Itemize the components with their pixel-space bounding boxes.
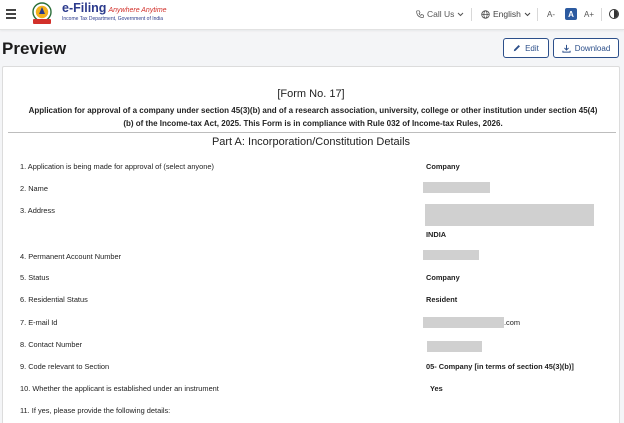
question-11: 11. If yes, please provide the following details: <box>20 406 171 415</box>
answer-5: Company <box>426 273 460 282</box>
pencil-icon <box>513 44 521 52</box>
answer-10: Yes <box>430 384 443 393</box>
answer-7-domain: .com <box>504 318 521 327</box>
question-8: 8. Contact Number <box>20 340 83 349</box>
question-1: 1. Application is being made for approval of (select anyone) <box>20 162 214 171</box>
redacted-address <box>425 204 594 226</box>
download-button[interactable] <box>553 38 619 58</box>
redacted-pan <box>423 250 479 260</box>
answer-3-country: INDIA <box>426 230 447 239</box>
redacted-name <box>423 182 490 193</box>
edit-button[interactable] <box>503 38 549 58</box>
question-9: 9. Code relevant to Section <box>20 362 110 371</box>
globe-icon <box>481 10 490 19</box>
divider <box>537 8 538 21</box>
form-description-line-1: Application for approval of a company under section 45(3)(b) and of a research association, university, college or other institution under section 45(4) <box>28 106 598 115</box>
divider <box>601 8 602 21</box>
edit-label: Edit <box>525 43 539 53</box>
top-navbar <box>0 0 624 30</box>
answer-1: Company <box>426 162 460 171</box>
question-3: 3. Address <box>20 206 55 215</box>
section-divider <box>8 132 616 133</box>
divider <box>471 8 472 21</box>
download-icon <box>562 44 571 53</box>
download-label: Download <box>574 43 611 53</box>
question-2: 2. Name <box>20 184 48 193</box>
phone-icon <box>416 10 424 18</box>
form-description <box>14 104 612 130</box>
language-label: English <box>493 9 521 19</box>
language-selector[interactable] <box>481 9 531 19</box>
redacted-contact-number <box>427 341 482 352</box>
question-6: 6. Residential Status <box>20 295 88 304</box>
logo-tagline: Anywhere Anytime <box>108 7 167 14</box>
contrast-icon[interactable] <box>609 9 619 19</box>
form-description-line-2: (b) of the Income-tax Act, 2025. This Form is in compliance with Rule 032 of Income-tax Rules, 2026. <box>123 119 503 128</box>
answer-9: 05- Company [in terms of section 45(3)(b)] <box>426 362 574 371</box>
question-5: 5. Status <box>20 273 50 282</box>
chevron-down-icon <box>457 12 464 17</box>
logo-subtitle: Income Tax Department, Government of India <box>62 16 164 22</box>
part-a-title: Part A: Incorporation/Constitution Details <box>211 136 411 148</box>
call-us-menu[interactable] <box>416 9 464 19</box>
form-number: [Form No. 17] <box>277 88 345 100</box>
chevron-down-icon <box>524 12 531 17</box>
page-title: Preview <box>2 39 67 58</box>
call-us-label: Call Us <box>427 9 455 19</box>
question-10: 10. Whether the applicant is established under an instrument <box>20 384 219 393</box>
menu-icon[interactable] <box>6 9 16 19</box>
answer-6: Resident <box>426 295 458 304</box>
efiling-logo-title: e-Filing Anywhere Anytime <box>62 1 167 15</box>
font-default-button[interactable]: A <box>565 8 577 20</box>
redacted-email <box>423 317 504 328</box>
question-4: 4. Permanent Account Number <box>20 252 122 261</box>
income-tax-emblem-logo <box>25 2 59 26</box>
question-7: 7. E-mail Id <box>20 318 58 327</box>
font-decrease-button[interactable]: A- <box>547 9 555 19</box>
font-increase-button[interactable]: A+ <box>583 9 594 19</box>
